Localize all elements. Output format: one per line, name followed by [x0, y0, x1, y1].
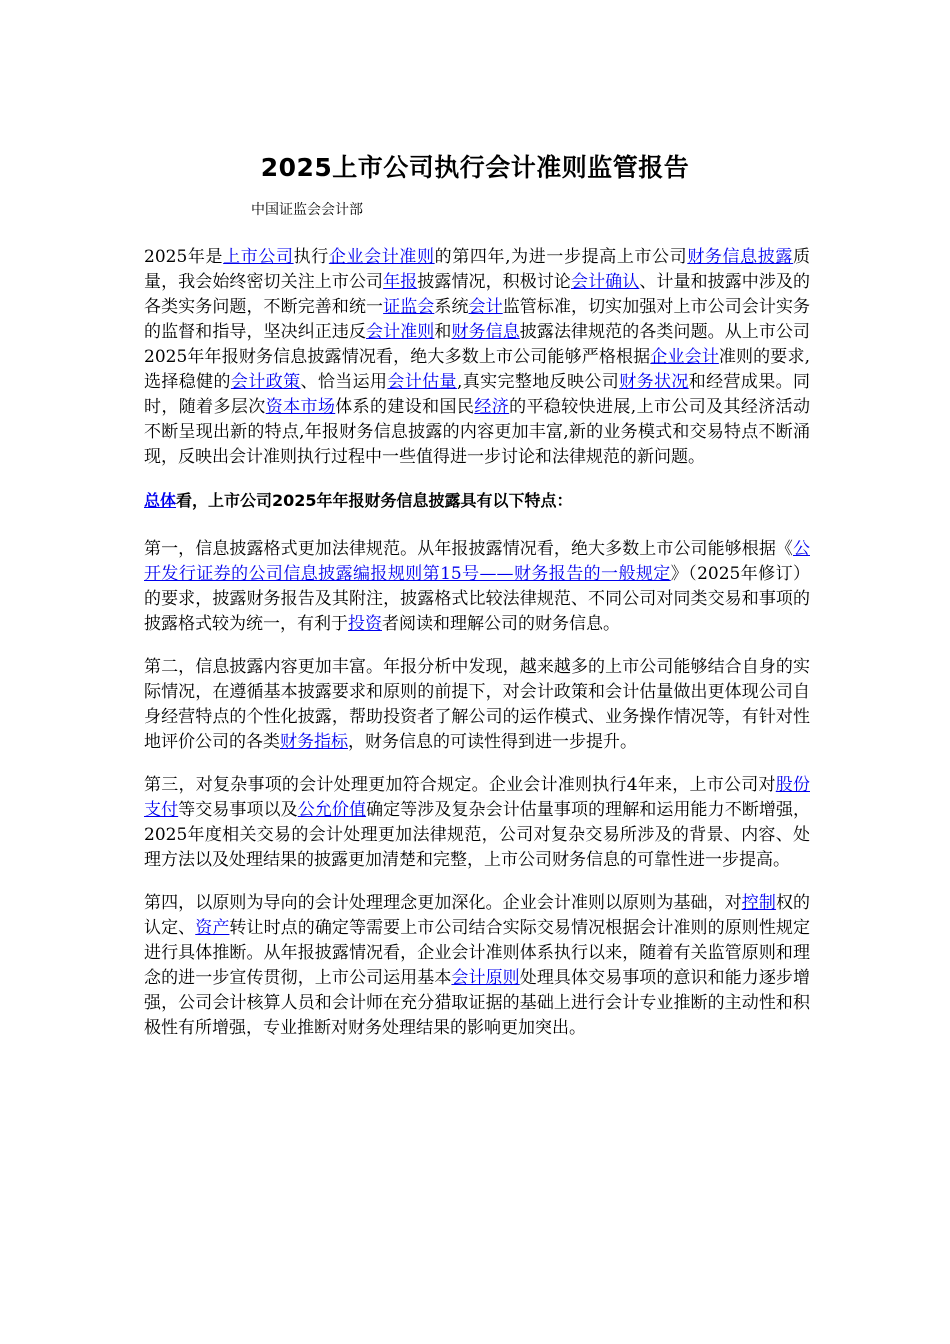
glossary-link[interactable]: 控制	[741, 893, 776, 913]
paragraph-text: 披露情况，积极讨论	[417, 272, 571, 292]
paragraph-text: 和	[434, 322, 452, 342]
glossary-link[interactable]: 财务指标	[280, 732, 348, 752]
paragraph-text: 准则的要求,选择稳健的	[144, 347, 810, 392]
glossary-link[interactable]: 财务信息披露	[687, 247, 794, 267]
glossary-link[interactable]: 资本市场	[265, 397, 336, 417]
glossary-link[interactable]: 公开发行证券的公司信息披露编报规则第15号——财务报告的一般规定	[144, 539, 810, 584]
author-organization: 中国证监会会计部	[251, 202, 363, 218]
glossary-link[interactable]: 企业会计准则	[328, 247, 435, 267]
glossary-link[interactable]: 会计确认	[571, 272, 640, 292]
paragraph-text: 第四，以原则为导向的会计处理理念更加深化。企业会计准则以原则为基础，对	[144, 893, 742, 913]
paragraph-text: 系统	[434, 297, 469, 317]
paragraph-text: 第一，信息披露格式更加法律规范。从年报披露情况看，绝大多数上市公司能够根据《	[144, 539, 793, 559]
glossary-link[interactable]: 会计政策	[230, 372, 301, 392]
paragraph-text: 2025年是	[144, 247, 224, 267]
glossary-link[interactable]: 会计准则	[366, 322, 435, 342]
glossary-link[interactable]: 财务信息	[451, 322, 520, 342]
glossary-link[interactable]: 会计估量	[387, 372, 457, 392]
paragraph-text: 质量，我会始终密切关注上市公司	[144, 247, 811, 292]
glossary-link[interactable]: 会计	[468, 297, 503, 317]
glossary-link[interactable]: 公允价值	[297, 800, 367, 820]
paragraph-text: 第二，信息披露内容更加丰富。年报分析中发现，越来越多的上市公司能够结合自身的实际情况，在遵循基本披露要求和原则的前提下，对会计政策和会计估量做出更体现公司自身经营特点的个性化披露，帮助投资者了解公司的运作模式、业务操作情况等，有针对性地评价公司的各类	[144, 657, 810, 752]
paragraph-point-4	[144, 891, 810, 1041]
paragraph-text: 看，上市公司2025年年报财务信息披露具有以下特点：	[176, 491, 573, 510]
report-body	[144, 245, 810, 1059]
glossary-link[interactable]: 经济	[474, 397, 510, 417]
paragraph-text: 披露法律规范的各类问题。从上市公司2025年年报财务信息披露情况看，绝大多数上市公司能够严格根据	[144, 322, 811, 367]
glossary-link[interactable]: 会计原则	[451, 968, 520, 988]
paragraph-text: 监管标准，切实加强对上市公司会计实务的监督和指导，坚决纠正违反	[144, 297, 811, 342]
paragraph-text: 执行	[293, 247, 329, 267]
paragraph-text: 第三，对复杂事项的会计处理更加符合规定。企业会计准则执行4年来，上市公司对	[144, 775, 776, 795]
glossary-link[interactable]: 证监会	[383, 297, 435, 317]
glossary-link[interactable]: 财务状况	[619, 372, 689, 392]
glossary-link[interactable]: 上市公司	[223, 247, 294, 267]
paragraph-intro	[144, 245, 810, 470]
glossary-link[interactable]: 企业会计	[650, 347, 719, 367]
paragraph-text: ,真实完整地反映公司	[456, 372, 620, 392]
glossary-link[interactable]: 股份支付	[144, 775, 810, 820]
page-title: 2025上市公司执行会计准则监管报告	[260, 152, 690, 182]
glossary-link[interactable]: 总体	[144, 491, 177, 510]
glossary-link[interactable]: 投资	[348, 614, 382, 634]
paragraph-text: 的平稳较快进展,上市公司及其经济活动不断呈现出新的特点,年报财务信息披露的内容更加丰富,新的业务模式和交易特点不断涌现，反映出会计准则执行过程中一些值得进一步讨论和法律规范的新问题。	[144, 397, 811, 467]
paragraph-text: 转让时点的确定等需要上市公司结合实际交易情况根据会计准则的原则性规定进行具体推断。从年报披露情况看，企业会计准则体系执行以来，随着有关监管原则和理念的进一步宣传贯彻，上市公司运用基本	[144, 918, 811, 988]
paragraph-text: 处理具体交易事项的意识和能力逐步增强，公司会计核算人员和会计师在充分猎取证据的基础上进行会计专业推断的主动性和积极性有所增强，专业推断对财务处理结果的影响更加突出。	[144, 968, 811, 1038]
glossary-link[interactable]: 年报	[383, 272, 418, 292]
paragraph-text: 者阅读和理解公司的财务信息。	[382, 614, 620, 634]
paragraph-summary	[144, 488, 810, 513]
paragraph-text: 体系的建设和国民	[335, 397, 475, 417]
paragraph-text: 、恰当运用	[300, 372, 388, 392]
paragraph-text: 和经营成果。同时，随着多层次	[144, 372, 811, 417]
paragraph-text: 的第四年,为进一步提高上市公司	[434, 247, 688, 267]
paragraph-text: 权的认定、	[144, 893, 811, 938]
paragraph-point-3	[144, 773, 810, 873]
paragraph-point-1	[144, 537, 810, 637]
paragraph-point-2	[144, 655, 810, 755]
paragraph-text: 》（2025年修订）的要求，披露财务报告及其附注，披露格式比较法律规范、不同公司对同类交易和事项的披露格式较为统一，有利于	[144, 564, 810, 634]
paragraph-text: 确定等涉及复杂会计估量事项的理解和运用能力不断增强，2025年度相关交易的会计处理更加法律规范，公司对复杂交易所涉及的背景、内容、处理方法以及处理结果的披露更加清楚和完整，上市公司财务信息的可靠性进一步提高。	[144, 800, 811, 870]
paragraph-text: 等交易事项以及	[178, 800, 298, 820]
paragraph-text: ，财务信息的可读性得到进一步提升。	[348, 732, 637, 752]
glossary-link[interactable]: 资产	[195, 918, 230, 938]
paragraph-text: 、计量和披露中涉及的各类实务问题，不断完善和统一	[144, 272, 811, 317]
